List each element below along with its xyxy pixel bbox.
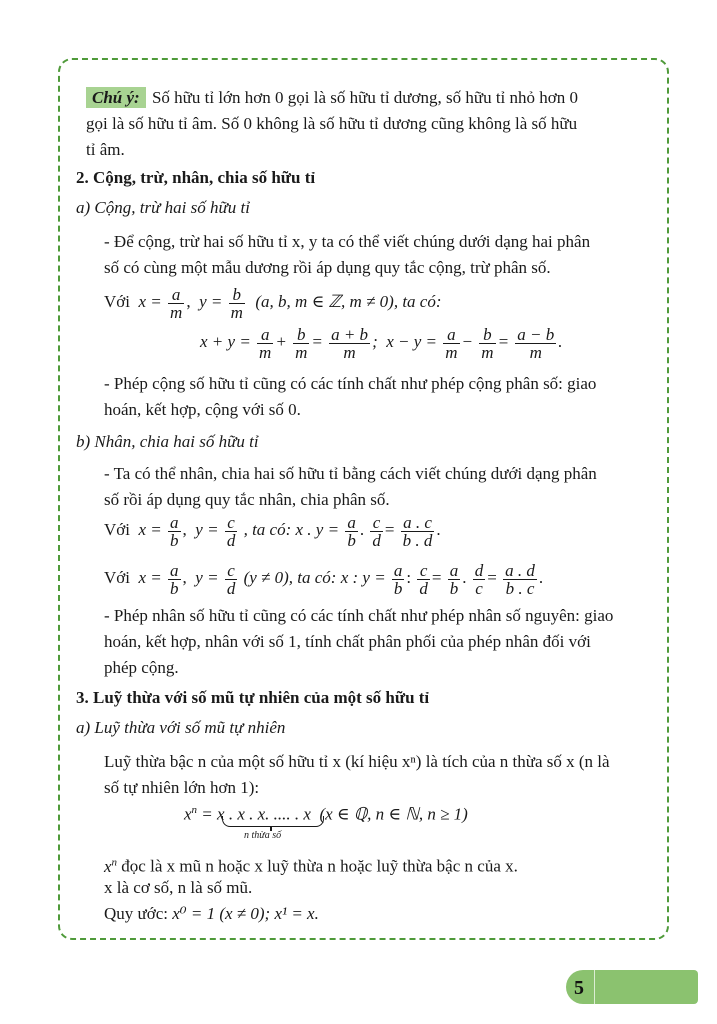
with-label: Với	[104, 292, 130, 311]
note-label: Chú ý:	[86, 87, 146, 108]
formula-multiplication: Với x = $\frac{a}{b}$ , y = $\frac{c}{d}$ , ta có: x . y = $\frac{a}{b}$ . $\frac{c}{d}$ = $\frac{a . c}{b . d}$ .	[104, 512, 441, 550]
note-line-1	[86, 88, 578, 108]
section-3a-read: $x^n$ đọc là x mũ n hoặc x luỹ thừa n hoặc luỹ thừa bậc n của x.	[104, 856, 518, 876]
section-3a-text-1: Luỹ thừa bậc n của một số hữu tỉ x (kí hiệu xⁿ) là tích của n thừa số x (n là	[104, 752, 610, 771]
section-3-heading: 3. Luỹ thừa với số mũ tự nhiên của một số hữu tỉ	[76, 688, 430, 707]
section-2a-text-2: số có cùng một mẫu dương rồi áp dụng quy tắc cộng, trừ phân số.	[104, 258, 551, 277]
page-number: 5	[574, 977, 584, 999]
section-3a-base: x là cơ số, n là số mũ.	[104, 878, 253, 897]
underbrace	[222, 816, 324, 827]
section-2a-text-1: - Để cộng, trừ hai số hữu tỉ x, y ta có thể viết chúng dưới dạng hai phân	[104, 232, 591, 251]
section-3a-text-2: số tự nhiên lớn hơn 1):	[104, 778, 260, 797]
section-3a-heading: a) Luỹ thừa với số mũ tự nhiên	[76, 718, 286, 737]
note-text-1: Số hữu tỉ lớn hơn 0 gọi là số hữu tỉ dương, số hữu tỉ nhỏ hơn 0	[151, 88, 579, 107]
note-line-3: tỉ âm.	[86, 140, 125, 159]
section-2-heading: 2. Cộng, trừ, nhân, chia số hữu tỉ	[76, 168, 316, 187]
section-2b-text-4: hoán, kết hợp, nhân với số 1, tính chất phân phối của phép nhân đối với	[104, 632, 591, 651]
section-2a-heading: a) Cộng, trừ hai số hữu tỉ	[76, 198, 250, 217]
formula-addition-setup: Với x = $\frac{a}{m}$ , y = $\frac{b}{m}$ (a, b, m ∈ ℤ, m ≠ 0), ta có:	[104, 284, 442, 322]
power-conditions: (x ∈ ℚ, n ∈ ℕ, n ≥ 1)	[319, 804, 468, 824]
formula-division: Với x = $\frac{a}{b}$ , y = $\frac{c}{d}$ (y ≠ 0), ta có: x : y = $\frac{a}{b}$ : $\frac{c}{d}$ = $\frac{a}{b}$ . $\frac{d}{c}$ = $\frac{a . d}{b . c}$ .	[104, 560, 544, 598]
power-product: x . x . x. .... . x	[217, 804, 311, 824]
formula-addition: x + y = $\frac{a}{m}$ + $\frac{b}{m}$ = $\frac{a + b}{m}$ ; x − y = $\frac{a}{m}$ − $\frac{b}{m}$ = $\frac{a - b}{m}$ .	[200, 324, 563, 362]
section-2a-text-4: hoán, kết hợp, cộng với số 0.	[104, 400, 301, 419]
fraction: $\frac{b}{m}$	[230, 284, 243, 322]
underbrace-label: n thừa số	[244, 830, 282, 841]
page-number-tab	[566, 970, 698, 1004]
section-2b-text-5: phép cộng.	[104, 658, 179, 677]
section-2b-text-2: số rồi áp dụng quy tắc nhân, chia phân số.	[104, 490, 390, 509]
conditions: (a, b, m ∈ ℤ, m ≠ 0), ta có:	[255, 292, 442, 311]
section-2b-text-3: - Phép nhân số hữu tỉ cũng có các tính chất như phép nhân số nguyên: giao	[104, 606, 614, 625]
note-line-2: gọi là số hữu tỉ âm. Số 0 không là số hữu tỉ dương cũng không là số hữu	[86, 114, 578, 133]
section-3a-convention: Quy ước: x⁰ = 1 (x ≠ 0); x¹ = x.	[104, 904, 319, 923]
section-2b-heading: b) Nhân, chia hai số hữu tỉ	[76, 432, 259, 451]
section-2b-text-1: - Ta có thể nhân, chia hai số hữu tỉ bằng cách viết chúng dưới dạng phân	[104, 464, 597, 483]
formula-power: $x^n = x$ . x . x. .... . x (x ∈ ℚ, n ∈ ℕ, n ≥ 1)	[184, 804, 468, 824]
section-2a-text-3: - Phép cộng số hữu tỉ cũng có các tính chất như phép cộng phân số: giao	[104, 374, 597, 393]
fraction: $\frac{a}{m}$	[170, 284, 183, 322]
